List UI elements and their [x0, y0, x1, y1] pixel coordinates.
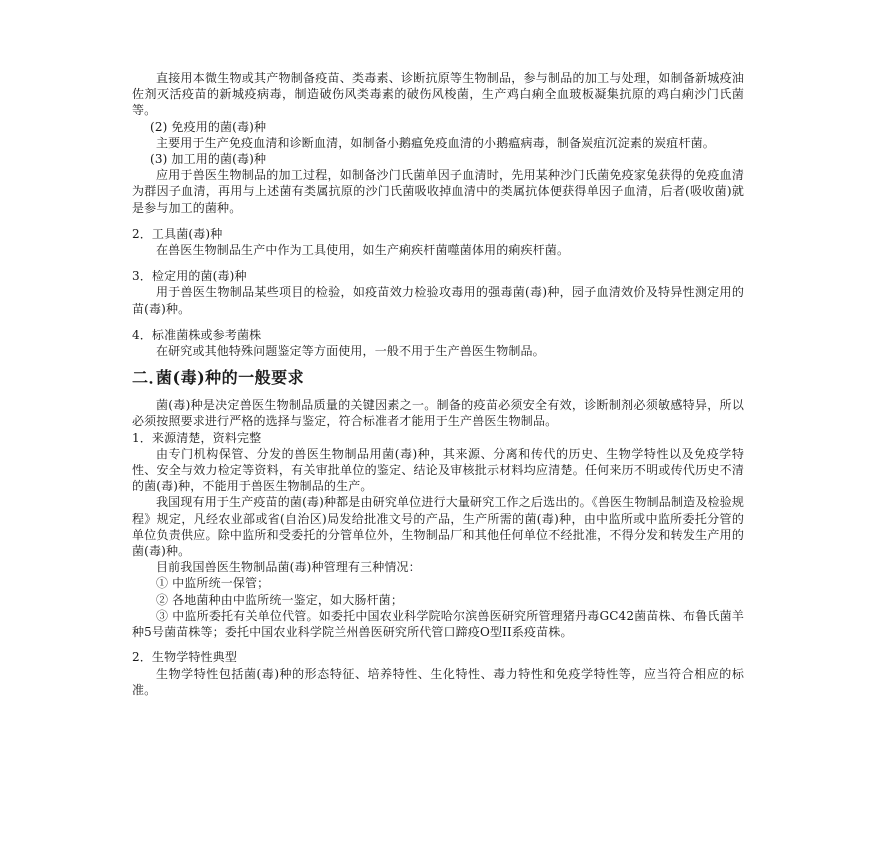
heading-reference-strains: 4．标准菌株或参考菌株 [132, 327, 262, 342]
heading-source-clear: 1．来源清楚，资料完整 [132, 430, 262, 445]
heading-biological-traits: 2．生物学特性典型 [132, 650, 237, 665]
paragraph-test-strains: 用于兽医生物制品某些项目的检验，如疫苗效力检验攻毒用的强毒菌(毒)种，园子血清效价及特异性测定用的苗(毒)种。 [132, 285, 744, 316]
paragraph-management-cases: 目前我国兽医生物制品菌(毒)种管理有三种情况： [156, 560, 421, 575]
paragraph-immunization-strains: 主要用于生产免疫血清和诊断血清，如制备小鹅瘟免疫血清的小鹅瘟病毒，制备炭疽沉淀素的炭疽杆菌。 [156, 135, 715, 150]
paragraph-production-strains: 直接用本微生物或其产物制备疫苗、类毒素、诊断抗原等生物制品，参与制品的加工与处理，如制备新城疫油佐剂灭活疫苗的新城疫病毒，制造破伤风类毒素的破伤风梭菌，生产鸡白痢全血玻板凝集抗原的鸡白痢沙门氏菌等。 [132, 71, 744, 118]
paragraph-reference-strains: 在研究或其他特殊问题鉴定等方面使用，一般不用于生产兽医生物制品。 [156, 344, 545, 359]
subheading-immunization-strains: (2) 免疫用的菌(毒)种 [150, 119, 267, 134]
paragraph-strain-supply: 我国现有用于生产疫苗的菌(毒)种都是由研究单位进行大量研究工作之后选出的。《兽医生物制品制造及检验规程》规定，凡经农业部或省(自治区)局发给批准文号的产品，生产所需的菌(毒)种，由中监所或中监所委托分管的单位负责供应。除中监所和受委托的分管单位外，生物制品厂和其他任何单位不经批准，不得分发和转发生产用的菌(毒)种。 [132, 495, 744, 559]
paragraph-processing-strains: 应用于兽医生物制品的加工过程，如制备沙门氏菌单因子血清时，先用某种沙门氏菌免疫家兔获得的免疫血清为群因子血清，再用与上述菌有类属抗原的沙门氏菌吸收掉血清中的类属抗体便获得单因子血清，后者(吸收菌)就是参与加工的菌种。 [132, 168, 744, 215]
paragraph-tool-strains: 在兽医生物制品生产中作为工具使用，如生产痢疾杆菌噬菌体用的痢疾杆菌。 [156, 243, 570, 258]
document-body [132, 70, 744, 698]
subheading-processing-strains: (3) 加工用的菌(毒)种 [150, 152, 267, 167]
paragraph-section-intro: 菌(毒)种是决定兽医生物制品质量的关键因素之一。制备的疫苗必须安全有效，诊断制剂必须敏感特异，所以必须按照要求进行严格的选择与鉴定，符合标准者才能用于生产兽医生物制品。 [132, 398, 744, 429]
section-number: 二． [132, 368, 166, 388]
paragraph-biological-traits: 生物学特性包括菌(毒)种的形态特征、培养特性、生化特性、毒力特性和免疫学特性等，应当符合相应的标准。 [132, 666, 744, 697]
list-item: ② 各地菌种由中监所统一鉴定，如大肠杆菌； [156, 592, 403, 607]
list-item: ③ 中监所委托有关单位代管。如委托中国农业科学院哈尔滨兽医研究所管理猪丹毒GC42菌苗株、布鲁氏菌羊种5号菌苗株等；委托中国农业科学院兰州兽医研究所代管口蹄疫O型II系疫苗株。 [132, 608, 744, 640]
list-item: ① 中监所统一保管； [156, 576, 270, 591]
heading-tool-strains: 2．工具菌(毒)种 [132, 226, 223, 241]
heading-test-strains: 3．检定用的菌(毒)种 [132, 269, 247, 284]
paragraph-source-records: 由专门机构保管、分发的兽医生物制品用菌(毒)种，其来源、分离和传代的历史、生物学特性以及免疫学特性、安全与效力检定等资料，有关审批单位的鉴定、结论及审核批示材料均应清楚。任何来历不明或传代历史不清的菌(毒)种，不能用于兽医生物制品的生产。 [132, 446, 744, 494]
section-title: 菌(毒)种的一般要求 [156, 368, 305, 388]
section-heading [132, 367, 744, 389]
